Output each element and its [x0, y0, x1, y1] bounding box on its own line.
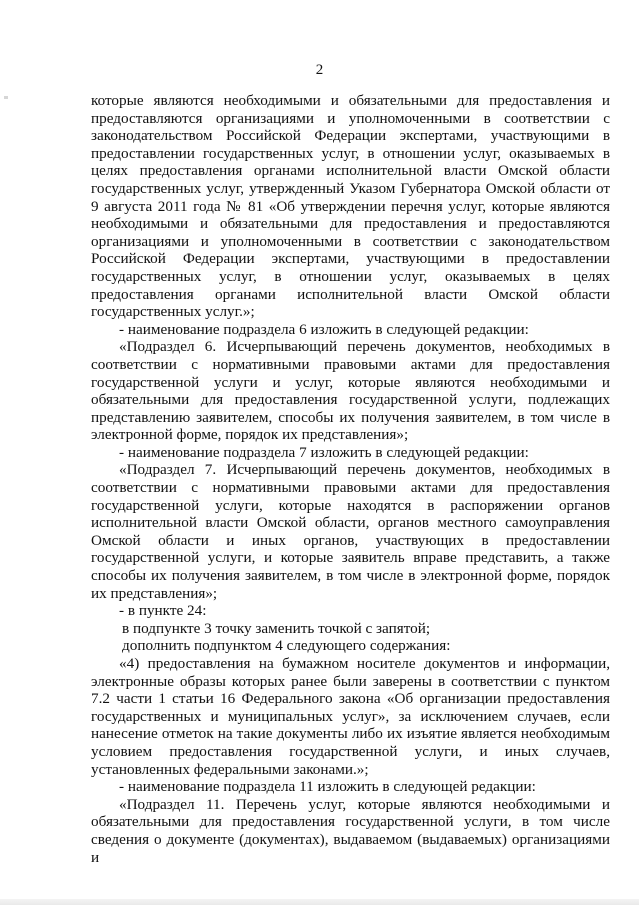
scan-bottom-edge [0, 899, 639, 905]
paragraph-amend-subsection-6: - наименование подраздела 6 изложить в следующей редакции: [119, 320, 529, 338]
page-number: 2 [315, 62, 324, 78]
paragraph-amend-subsection-7: - наименование подраздела 7 изложить в следующей редакции: [119, 443, 529, 461]
paragraph-continuation: которые являются необходимыми и обязательными для предоставления и предоставляются организациями и уполномоченными в соответствии с законодательством Российской Федерации экспертами, участвующими в предоставлении государственных услуг, в отношении услуг, оказываемых в целях предоставления органами исполнительной власти Омской области государственных услуг, утвержденный Указом Губернатора Омской области от 9 августа 2011 года № 81 «Об утверждении перечня услуг, которые являются необходимыми и обязательными для предоставления и предоставляются организациями и уполномоченными в соответствии с законодательством Российской Федерации экспертами, участвующими в предоставлении государственных услуг, в отношении услуг, оказываемых в целях предоставления органами исполнительной власти Омской области государственных услуг.»; [91, 92, 610, 321]
paragraph-add-subitem-4: дополнить подпунктом 4 следующего содержания: [122, 637, 451, 655]
paragraph-subsection-11-text: «Подраздел 11. Перечень услуг, которые являются необходимыми и обязательными для предоставления государственной услуги, в том числе сведения о документе (документах), выдаваемом (выдаваемых) организациями и [91, 795, 610, 866]
scan-edge-mark [4, 96, 8, 99]
paragraph-amend-subsection-11: - наименование подраздела 11 изложить в следующей редакции: [119, 778, 536, 796]
paragraph-subsection-7-text: «Подраздел 7. Исчерпывающий перечень документов, необходимых в соответствии с нормативными правовыми актами для предоставления государственной услуги, которые находятся в распоряжении органов исполнительной власти Омской области, органов местного самоуправления Омской области и иных органов, участвующих в предоставлении государственной услуги, и которые заявитель вправе представить, а также способы их получения заявителем, в том числе в электронной форме, порядок их представления»; [91, 461, 610, 602]
paragraph-item-24: - в пункте 24: [119, 602, 207, 620]
paragraph-subitem-4-text: «4) предоставления на бумажном носителе документов и информации, электронные образы которых ранее были заверены в соответствии с пунктом 7.2 части 1 статьи 16 Федерального закона «Об организации предоставления государственных и муниципальных услуг», за исключением случаев, если нанесение отметок на такие документы либо их изъятие является необходимым условием предоставления государственной услуги, и иных случаев, установленных федеральными законами.»; [91, 655, 610, 778]
document-body [91, 92, 610, 866]
paragraph-subsection-6-text: «Подраздел 6. Исчерпывающий перечень документов, необходимых в соответствии с нормативными правовыми актами для предоставления государственной услуги и услуг, которые являются необходимыми и обязательными для предоставления государственной услуги, подлежащих представлению заявителем, способы их получения заявителем, в том числе в электронной форме, порядок их представления»; [91, 338, 610, 444]
paragraph-subitem-3: в подпункте 3 точку заменить точкой с запятой; [122, 619, 431, 637]
